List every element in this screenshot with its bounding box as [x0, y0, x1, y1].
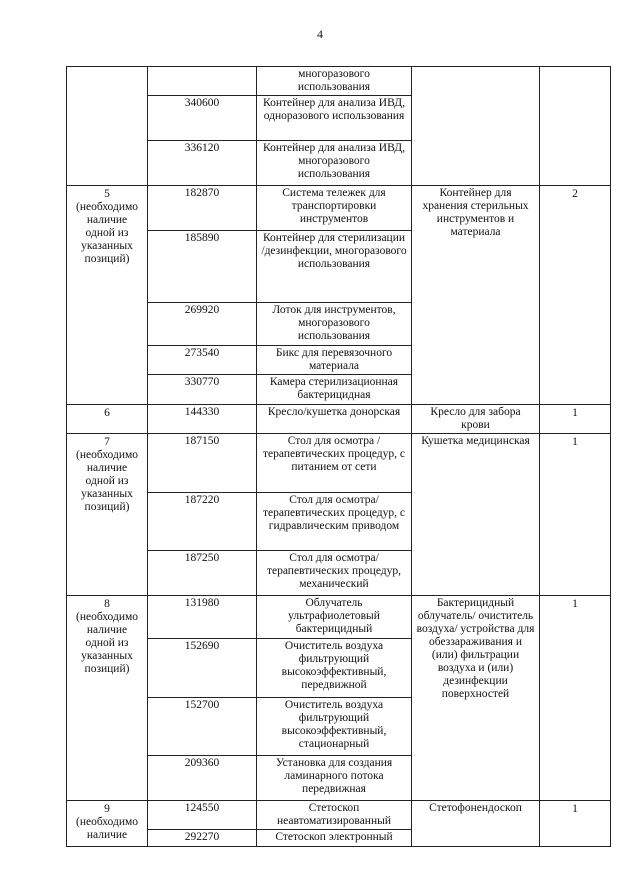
nomenclature-code	[148, 67, 257, 96]
equipment-name: Контейнер для стерилизации /дезинфекции, многоразового использования	[257, 231, 412, 303]
equipment-name: Стол для осмотра/ терапевтических процедур, механический	[257, 551, 412, 596]
group-note: (необходимо наличие одной из указанных позиций)	[75, 611, 138, 675]
nomenclature-code: 182870	[148, 186, 257, 231]
quantity: 1	[540, 596, 611, 801]
equipment-name: Контейнер для анализа ИВД, многоразового использования	[257, 141, 412, 186]
equipment-name: Камера стерилизационная бактерицидная	[257, 375, 412, 405]
equipment-type: Контейнер для хранения стерильных инструментов и материала	[412, 186, 540, 405]
group-number-cell	[67, 434, 148, 596]
group-number-cell	[67, 596, 148, 801]
table-row	[67, 801, 611, 830]
equipment-name: Лоток для инструментов, многоразового использования	[257, 303, 412, 346]
equipment-name: Кресло/кушетка донорская	[257, 405, 412, 434]
quantity: 2	[540, 186, 611, 405]
table-row	[67, 434, 611, 493]
nomenclature-code: 269920	[148, 303, 257, 346]
group-number: 6	[104, 407, 110, 419]
page-number: 4	[317, 27, 323, 41]
equipment-type: Кушетка медицинская	[412, 434, 540, 596]
nomenclature-code: 273540	[148, 346, 257, 375]
nomenclature-code: 292270	[148, 830, 257, 847]
nomenclature-code: 185890	[148, 231, 257, 303]
equipment-name: Стол для осмотра/ терапевтических процедур, с гидравлическим приводом	[257, 493, 412, 551]
table-row	[67, 405, 611, 434]
nomenclature-code: 187220	[148, 493, 257, 551]
nomenclature-code: 340600	[148, 96, 257, 141]
equipment-name: многоразового использования	[257, 67, 412, 96]
equipment-type: Бактерицидный облучатель/ очиститель воздуха/ устройства для обеззараживания и (или) фильтрации воздуха и (или) дезинфекции поверхностей	[412, 596, 540, 801]
nomenclature-code: 187250	[148, 551, 257, 596]
quantity: 1	[540, 405, 611, 434]
nomenclature-code: 336120	[148, 141, 257, 186]
equipment-name: Очиститель воздуха фильтрующий высокоэффективный, стационарный	[257, 698, 412, 756]
nomenclature-code: 124550	[148, 801, 257, 830]
nomenclature-code: 152690	[148, 639, 257, 698]
group-number: 9	[104, 803, 110, 815]
equipment-type: Кресло для забора крови	[412, 405, 540, 434]
table-row	[67, 186, 611, 231]
group-note: (необходимо наличие одной из указанных позиций)	[75, 201, 138, 265]
group-number-cell	[67, 801, 148, 847]
group-note: (необходимо наличие	[75, 816, 138, 841]
group-note: (необходимо наличие одной из указанных позиций)	[75, 449, 138, 513]
equipment-name: Стетоскоп неавтоматизированный	[257, 801, 412, 830]
equipment-name: Бикс для перевязочного материала	[257, 346, 412, 375]
table-row	[67, 596, 611, 639]
group-number-cell	[67, 405, 148, 434]
quantity: 1	[540, 801, 611, 847]
quantity: 1	[540, 434, 611, 596]
nomenclature-code: 209360	[148, 756, 257, 801]
equipment-table	[66, 66, 611, 847]
table-row	[67, 67, 611, 96]
equipment-type: Стетофонендоскоп	[412, 801, 540, 847]
equipment-name: Установка для создания ламинарного потока передвижная	[257, 756, 412, 801]
equipment-name: Стол для осмотра /терапевтических процедур, с питанием от сети	[257, 434, 412, 493]
nomenclature-code: 330770	[148, 375, 257, 405]
equipment-name: Облучатель ультрафиолетовый бактерицидный	[257, 596, 412, 639]
equipment-name: Система тележек для транспортировки инструментов	[257, 186, 412, 231]
nomenclature-code: 152700	[148, 698, 257, 756]
nomenclature-code: 144330	[148, 405, 257, 434]
nomenclature-code: 131980	[148, 596, 257, 639]
equipment-name: Контейнер для анализа ИВД, одноразового использования	[257, 96, 412, 141]
group-number: 7	[104, 436, 110, 448]
group-number: 8	[104, 598, 110, 610]
equipment-name: Стетоскоп электронный	[257, 830, 412, 847]
group-number-cell	[67, 186, 148, 405]
nomenclature-code: 187150	[148, 434, 257, 493]
group-number: 5	[104, 188, 110, 200]
equipment-name: Очиститель воздуха фильтрующий высокоэффективный, передвижной	[257, 639, 412, 698]
